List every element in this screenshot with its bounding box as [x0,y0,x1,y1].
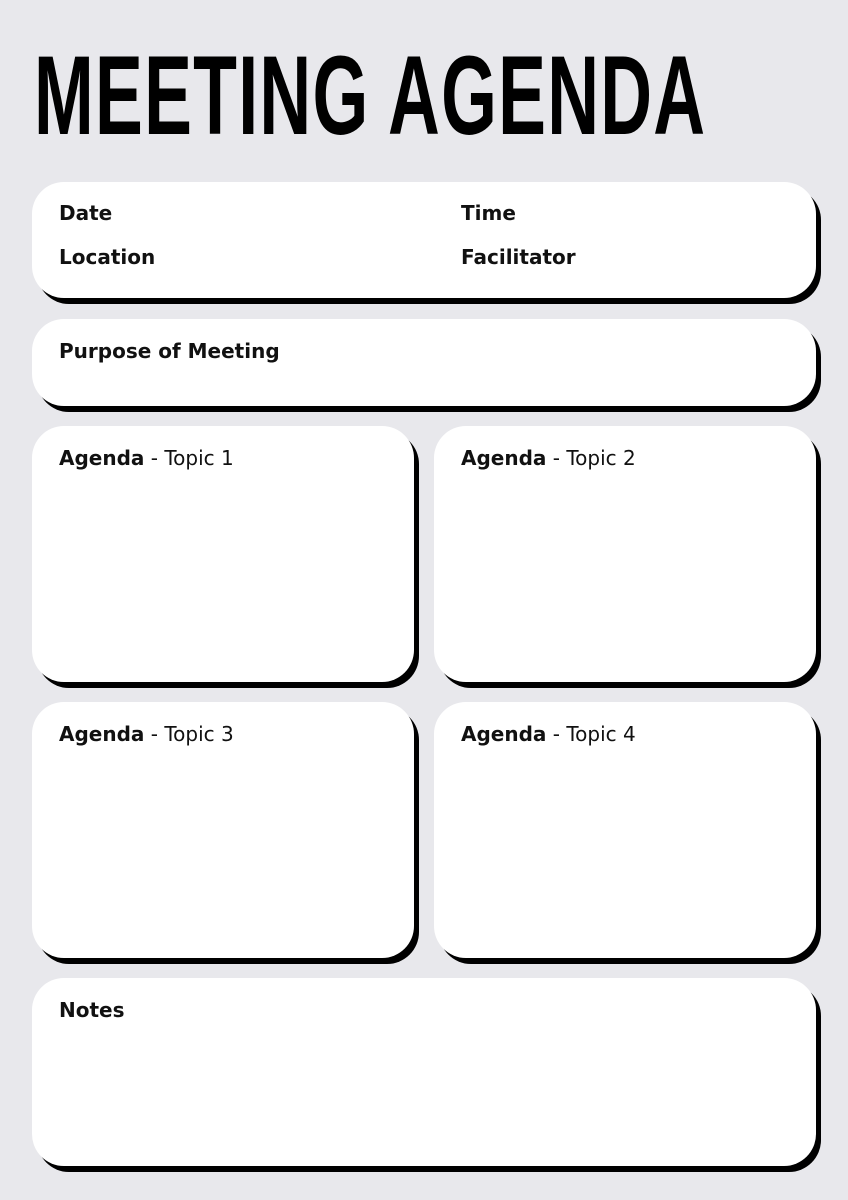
agenda-topic-1-card [32,426,414,682]
facilitator-label: Facilitator [461,245,576,269]
purpose-label: Purpose of Meeting [59,339,280,363]
agenda-topic-4-label: Agenda - Topic 4 [461,722,636,746]
agenda-topic-2-label: Agenda - Topic 2 [461,446,636,470]
purpose-card [32,319,816,406]
agenda-topic-4-card [434,702,816,958]
date-label: Date [59,201,113,225]
notes-card [32,978,816,1166]
page-title: MEETING AGENDA [34,33,707,158]
meeting-info-card [32,182,816,298]
location-label: Location [59,245,156,269]
agenda-topic-1-label: Agenda - Topic 1 [59,446,234,470]
agenda-topic-3-card [32,702,414,958]
agenda-topic-2-card [434,426,816,682]
agenda-topic-3-label: Agenda - Topic 3 [59,722,234,746]
time-label: Time [461,201,516,225]
notes-label: Notes [59,998,125,1022]
